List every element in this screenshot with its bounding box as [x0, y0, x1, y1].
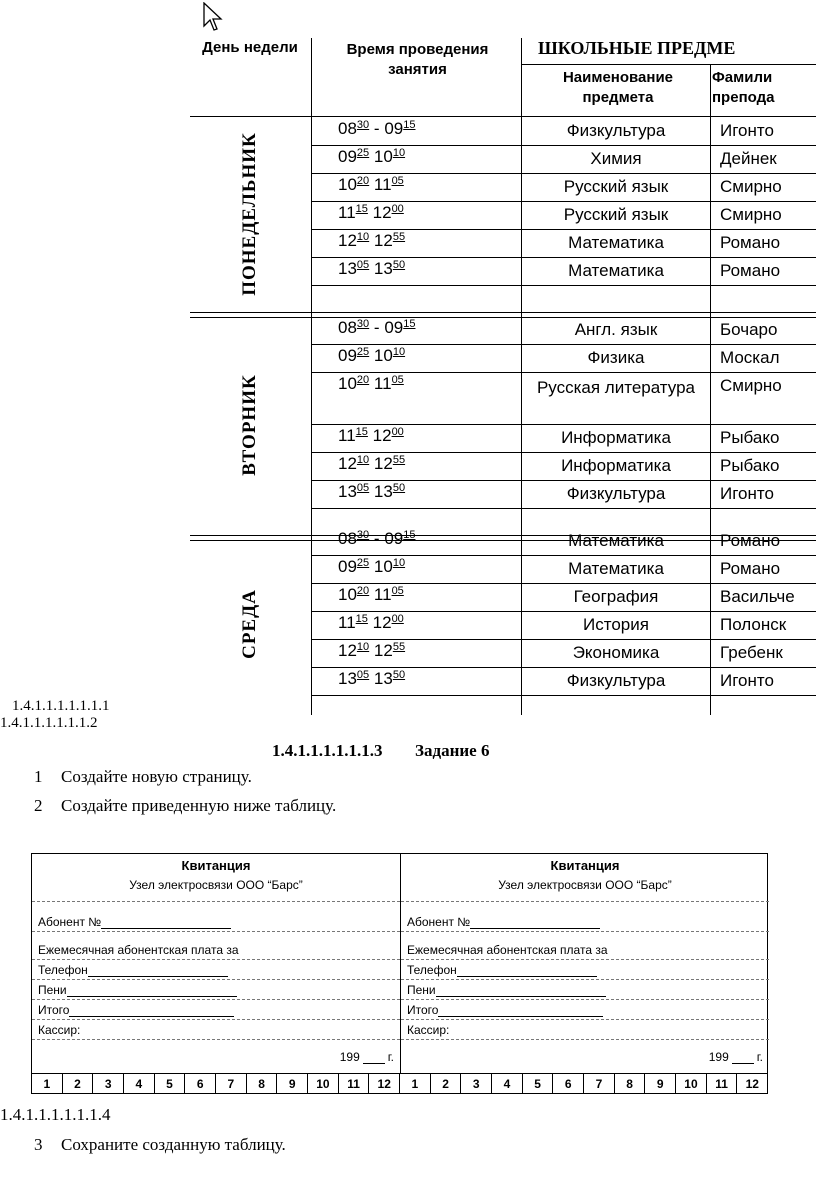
subject-cell: История — [583, 615, 649, 634]
receipt-field-subscriber: Абонент № — [38, 915, 231, 929]
time-slot: $08^{30} - 09^{15}$ — [338, 119, 416, 138]
receipt-field-phone: Телефон — [38, 963, 228, 977]
time-slot: $11^{15}$ $12^{00}$ — [338, 426, 404, 445]
month-numbers-row — [32, 1073, 767, 1094]
month-number-cell: 1 — [400, 1074, 431, 1094]
time-slot: $13^{05}$ $13^{50}$ — [338, 669, 406, 688]
header-subjects-group: ШКОЛЬНЫЕ ПРЕДМЕ — [538, 38, 736, 58]
subject-cell: Математика — [568, 233, 664, 252]
month-number-cell: 12 — [369, 1074, 400, 1094]
receipt-field-cashier: Кассир: — [407, 1023, 450, 1037]
time-slot: $12^{10}$ $12^{55}$ — [338, 641, 406, 660]
month-number-cell: 7 — [584, 1074, 615, 1094]
teacher-cell: Смирно — [720, 205, 782, 224]
month-number-cell: 6 — [185, 1074, 216, 1094]
receipt-subtitle: Узел электросвязи ООО “Барс” — [129, 878, 303, 892]
subject-cell: Физкультура — [566, 671, 666, 690]
task-heading — [272, 741, 489, 761]
subject-cell: Математика — [568, 261, 664, 280]
receipt-title: Квитанция — [550, 858, 620, 873]
teacher-cell: Игонто — [720, 484, 774, 503]
teacher-cell: Смирно — [720, 376, 782, 395]
step-number: 2 — [34, 796, 43, 815]
receipt-field-cashier: Кассир: — [38, 1023, 81, 1037]
time-slot: $09^{25}$ $10^{10}$ — [338, 346, 406, 365]
month-number-cell: 5 — [523, 1074, 554, 1094]
teacher-cell: Романо — [720, 261, 781, 280]
receipt-field-monthly: Ежемесячная абонентская плата за — [38, 943, 239, 957]
doc-number-4: 1.4.1.1.1.1.1.1.4 — [0, 1105, 111, 1124]
subject-cell: Русский язык — [563, 177, 669, 196]
receipt-field-monthly: Ежемесячная абонентская плата за — [407, 943, 608, 957]
teacher-cell: Васильче — [720, 587, 795, 606]
column-divider — [521, 38, 522, 715]
time-slot: $08^{30} - 09^{15}$ — [338, 318, 416, 337]
task-heading-title: Задание 6 — [415, 741, 490, 760]
receipt-field-phone: Телефон — [407, 963, 597, 977]
receipt-field-total: Итого — [407, 1003, 603, 1017]
subject-cell: Информатика — [561, 456, 671, 475]
step-3 — [34, 1135, 286, 1155]
time-slot: $11^{15}$ $12^{00}$ — [338, 613, 404, 632]
teacher-cell: Рыбако — [720, 456, 780, 475]
header-subject-name: Наименование предмета — [562, 69, 674, 106]
time-slot: $12^{10}$ $12^{55}$ — [338, 231, 406, 250]
month-number-cell: 4 — [124, 1074, 155, 1094]
day-label: СРЕДА — [239, 589, 260, 659]
receipt-field-penalty: Пени — [407, 983, 606, 997]
step-text: Сохраните созданную таблицу. — [61, 1135, 286, 1154]
header-day: День недели — [202, 39, 298, 56]
time-slot: $10^{20}$ $11^{05}$ — [338, 374, 404, 393]
step-2 — [34, 796, 336, 816]
subject-cell: География — [573, 587, 659, 606]
month-number-cell: 8 — [615, 1074, 646, 1094]
time-slot: $11^{15}$ $12^{00}$ — [338, 203, 404, 222]
teacher-cell: Игонто — [720, 671, 774, 690]
teacher-cell: Москал — [720, 348, 780, 367]
receipt-year: 199 г. — [339, 1050, 394, 1064]
column-divider — [311, 38, 312, 715]
month-number-cell: 9 — [645, 1074, 676, 1094]
receipt-year: 199 г. — [708, 1050, 763, 1064]
month-number-cell: 5 — [155, 1074, 186, 1094]
month-number-cell: 11 — [707, 1074, 738, 1094]
header-teacher: Фамили препода — [712, 69, 775, 106]
receipt-table — [31, 853, 768, 1094]
month-number-cell: 1 — [32, 1074, 63, 1094]
step-text: Создайте приведенную ниже таблицу. — [61, 796, 337, 815]
day-label: ВТОРНИК — [239, 374, 260, 476]
step-number: 3 — [34, 1135, 43, 1154]
time-slot: $13^{05}$ $13^{50}$ — [338, 259, 406, 278]
subject-cell: Физкультура — [566, 484, 666, 503]
subject-cell: Химия — [590, 149, 642, 168]
doc-number-2: 1.4.1.1.1.1.1.1.2 — [0, 715, 98, 731]
month-number-cell: 2 — [63, 1074, 94, 1094]
subject-cell: Информатика — [561, 428, 671, 447]
month-number-cell: 12 — [745, 1077, 759, 1091]
subject-cell: Экономика — [572, 643, 660, 662]
time-slot: $09^{25}$ $10^{10}$ — [338, 147, 406, 166]
receipt-field-penalty: Пени — [38, 983, 237, 997]
receipt-field-subscriber: Абонент № — [407, 915, 600, 929]
receipt-half — [401, 854, 769, 1074]
teacher-cell: Гребенк — [720, 643, 783, 662]
teacher-cell: Романо — [720, 531, 781, 550]
doc-number-1: 1.4.1.1.1.1.1.1.1 — [12, 698, 110, 714]
month-number-cell: 10 — [308, 1074, 339, 1094]
subject-cell: Физкультура — [566, 121, 666, 140]
teacher-cell: Романо — [720, 559, 781, 578]
teacher-cell: Смирно — [720, 177, 782, 196]
receipt-field-total: Итого — [38, 1003, 234, 1017]
subject-cell: Математика — [568, 559, 664, 578]
time-slot: $10^{20}$ $11^{05}$ — [338, 175, 404, 194]
month-number-cell: 3 — [461, 1074, 492, 1094]
receipt-title: Квитанция — [181, 858, 251, 873]
receipt-half — [32, 854, 400, 1074]
teacher-cell: Рыбако — [720, 428, 780, 447]
step-text: Создайте новую страницу. — [61, 767, 252, 786]
teacher-cell: Дейнек — [720, 149, 777, 168]
subject-cell: Математика — [568, 531, 664, 550]
task-heading-number: 1.4.1.1.1.1.1.1.3 — [272, 741, 383, 760]
month-number-cell: 2 — [431, 1074, 462, 1094]
receipt-subtitle: Узел электросвязи ООО “Барс” — [498, 878, 672, 892]
teacher-cell: Игонто — [720, 121, 774, 140]
subject-cell: Русский язык — [563, 205, 669, 224]
teacher-cell: Бочаро — [720, 320, 778, 339]
time-slot: $13^{05}$ $13^{50}$ — [338, 482, 406, 501]
column-divider — [710, 65, 711, 715]
step-number: 1 — [34, 767, 43, 786]
time-slot: $12^{10}$ $12^{55}$ — [338, 454, 406, 473]
teacher-cell: Полонск — [720, 615, 787, 634]
month-number-cell: 6 — [553, 1074, 584, 1094]
month-number-cell: 10 — [676, 1074, 707, 1094]
teacher-cell: Романо — [720, 233, 781, 252]
month-number-cell: 4 — [492, 1074, 523, 1094]
day-label: ПОНЕДЕЛЬНИК — [239, 132, 260, 296]
time-slot: $09^{25}$ $10^{10}$ — [338, 557, 406, 576]
step-1 — [34, 767, 252, 787]
month-number-cell: 11 — [339, 1074, 370, 1094]
subject-cell: Физика — [587, 348, 645, 367]
subject-cell: Русская литература — [536, 378, 696, 397]
month-number-cell: 8 — [247, 1074, 278, 1094]
time-slot: $08^{30} - 09^{15}$ — [338, 529, 416, 548]
schedule-table — [190, 0, 816, 715]
month-number-cell: 9 — [277, 1074, 308, 1094]
month-number-cell: 7 — [216, 1074, 247, 1094]
header-time: Время проведения занятия — [346, 41, 489, 78]
subject-cell: Англ. язык — [574, 320, 658, 339]
time-slot: $10^{20}$ $11^{05}$ — [338, 585, 404, 604]
month-number-cell: 3 — [93, 1074, 124, 1094]
